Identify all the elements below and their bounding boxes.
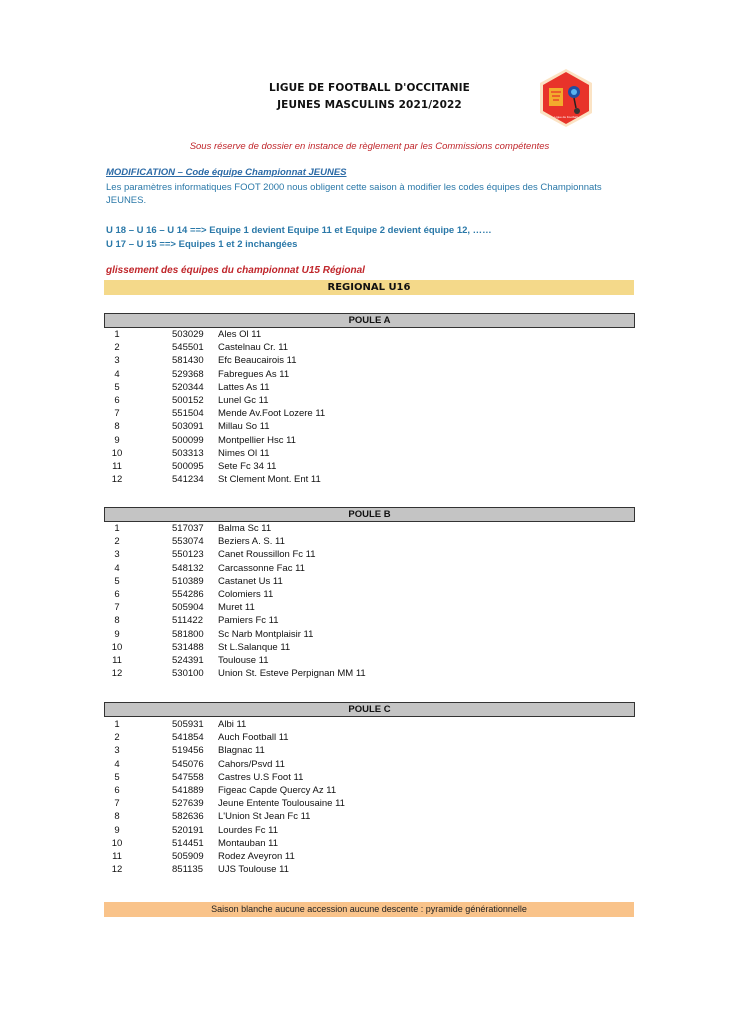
team-name: Montauban 11 [218,837,279,849]
team-rank: 6 [114,394,120,406]
team-rank: 12 [111,864,123,876]
team-name: Rodez Aveyron 11 [218,850,295,862]
team-code: 510389 [172,575,204,587]
team-code: 553074 [172,536,204,548]
team-code: 505931 [172,719,204,730]
poule-b-header: POULE B [104,507,635,522]
team-rank: 4 [114,758,120,770]
team-rank: 11 [112,460,122,472]
team-row [104,434,634,447]
team-code: 851135 [172,864,203,876]
team-row [104,394,634,407]
team-name: UJS Toulouse 11 [218,864,289,876]
team-name: Figeac Capde Quercy Az 11 [218,784,337,796]
team-row [104,654,634,667]
team-rank: 6 [114,784,120,796]
team-name: Ales Ol 11 [218,329,262,340]
team-rank: 11 [112,850,122,862]
team-rank: 7 [114,798,120,810]
team-name: Fabregues As 11 [218,368,290,380]
team-code: 581800 [172,628,204,640]
team-rank: 5 [114,575,120,587]
modification-title: MODIFICATION – Code équipe Championnat JEUNES [106,167,347,178]
team-rank: 2 [114,342,120,354]
team-code: 500095 [172,460,204,472]
team-code: 503091 [172,421,204,433]
team-row [104,614,634,627]
team-code: 519456 [172,745,204,757]
team-name: L'Union St Jean Fc 11 [218,811,311,823]
team-name: Canet Roussillon Fc 11 [218,549,316,561]
team-name: Castres U.S Foot 11 [218,771,304,783]
team-row [104,667,634,680]
team-rank: 2 [114,732,120,744]
disclaimer-text: Sous réserve de dossier en instance de règlement par les Commissions compétentes [189,141,550,152]
team-row [104,601,634,614]
season-note-banner: Saison blanche aucune accession aucune descente : pyramide générationnelle [104,902,634,917]
team-rank: 10 [111,447,123,459]
team-name: St Clement Mont. Ent 11 [218,474,321,486]
team-rank: 11 [112,654,122,666]
team-row [104,548,634,561]
team-row [104,810,634,823]
team-row [104,758,634,771]
team-name: Balma Sc 11 [218,523,272,534]
team-rank: 8 [114,811,120,823]
team-rank: 4 [114,562,120,574]
team-name: Sc Narb Montplaisir 11 [218,628,314,640]
team-code: 500152 [172,394,204,406]
modification-text: Les paramètres informatiques FOOT 2000 nous obligent cette saison à modifier les codes équipes des Championnats JEUNES. [106,182,602,206]
team-row [104,460,634,473]
svg-text:Ligue de Football: Ligue de Football [554,115,578,119]
team-code: 551504 [172,408,204,420]
team-code: 554286 [172,588,204,600]
team-name: Millau So 11 [218,421,270,433]
team-row [104,588,634,601]
team-row [104,341,634,354]
team-name: Auch Football 11 [218,732,289,744]
team-name: Nimes Ol 11 [218,447,270,459]
code-rule: U 17 – U 15 ==> Equipes 1 et 2 inchangées [106,239,298,250]
team-code: 503313 [172,447,204,459]
team-code: 581430 [172,355,204,367]
team-rank: 10 [111,837,123,849]
team-row [104,368,634,381]
team-row [104,407,634,420]
team-rank: 6 [114,588,120,600]
team-rank: 8 [114,615,120,627]
team-name: Efc Beaucairois 11 [218,355,297,367]
team-name: Montpellier Hsc 11 [218,434,296,446]
team-name: Toulouse 11 [218,654,269,666]
team-code: 530100 [172,668,204,680]
team-code: 541889 [172,784,204,796]
team-code: 545076 [172,758,204,770]
team-code: 505904 [172,602,204,614]
team-name: Castelnau Cr. 11 [218,342,289,354]
team-code: 550123 [172,549,204,561]
team-rank: 7 [114,602,120,614]
poule-b-team-list [104,522,634,680]
team-rank: 1 [114,719,120,730]
team-rank: 10 [111,641,123,653]
team-row [104,522,634,535]
team-row [104,641,634,654]
poule-a-header: POULE A [104,313,635,328]
team-rank: 9 [114,628,120,640]
team-name: Carcassonne Fac 11 [218,562,305,574]
team-rank: 5 [114,771,120,783]
team-name: Castanet Us 11 [218,575,283,587]
team-name: Lattes As 11 [218,381,270,393]
team-name: Cahors/Psvd 11 [218,758,285,770]
team-row [104,771,634,784]
team-row [104,837,634,850]
team-row [104,784,634,797]
team-name: Union St. Esteve Perpignan MM 11 [218,668,366,680]
sliding-note: glissement des équipes du championnat U15 Régional [106,265,365,276]
document-subtitle: JEUNES MASCULINS 2021/2022 [277,99,462,111]
team-rank: 1 [114,523,120,534]
team-code: 541234 [172,474,204,486]
team-code: 517037 [172,523,204,534]
team-rank: 12 [111,668,123,680]
team-row [104,575,634,588]
team-code: 503029 [172,329,204,340]
team-rank: 3 [114,355,120,367]
occitanie-league-badge-icon [538,68,594,128]
team-row [104,535,634,548]
team-name: Lourdes Fc 11 [218,824,279,836]
code-rule: U 18 – U 16 – U 14 ==> Equipe 1 devient Equipe 11 et Equipe 2 devient équipe 12, …… [106,225,492,236]
team-name: Albi 11 [218,719,247,730]
team-code: 500099 [172,434,204,446]
team-code: 582636 [172,811,204,823]
team-row [104,447,634,460]
team-code: 520191 [172,824,204,836]
team-code: 545501 [172,342,204,354]
team-code: 511422 [172,615,203,627]
team-name: Beziers A. S. 11 [218,536,285,548]
team-rank: 4 [114,368,120,380]
team-rank: 9 [114,434,120,446]
team-rank: 3 [114,549,120,561]
team-name: Colomiers 11 [218,588,274,600]
team-name: Muret 11 [218,602,255,614]
team-row [104,824,634,837]
team-name: St L.Salanque 11 [218,641,291,653]
team-row [104,381,634,394]
team-rank: 12 [111,474,123,486]
team-name: Lunel Gc 11 [218,394,269,406]
team-row [104,562,634,575]
team-code: 505909 [172,850,204,862]
poule-a-team-list [104,328,634,486]
team-name: Mende Av.Foot Lozere 11 [218,408,326,420]
team-rank: 7 [114,408,120,420]
team-rank: 3 [114,745,120,757]
team-row [104,744,634,757]
team-name: Jeune Entente Toulousaine 11 [218,798,345,810]
team-row [104,718,634,731]
team-code: 527639 [172,798,204,810]
team-name: Pamiers Fc 11 [218,615,279,627]
team-row [104,328,634,341]
team-rank: 1 [114,329,120,340]
team-rank: 8 [114,421,120,433]
team-rank: 9 [114,824,120,836]
team-code: 514451 [172,837,204,849]
team-row [104,628,634,641]
poule-c-team-list [104,718,634,876]
team-code: 531488 [172,641,204,653]
team-code: 520344 [172,381,204,393]
team-name: Blagnac 11 [218,745,265,757]
team-name: Sete Fc 34 11 [218,460,277,472]
team-code: 541854 [172,732,204,744]
document-title: LIGUE DE FOOTBALL D'OCCITANIE [269,82,470,94]
team-row [104,731,634,744]
team-code: 524391 [172,654,204,666]
team-code: 529368 [172,368,204,380]
team-rank: 2 [114,536,120,548]
team-code: 547558 [172,771,204,783]
championship-banner: REGIONAL U16 [104,280,634,295]
team-row [104,354,634,367]
team-rank: 5 [114,381,120,393]
team-row [104,863,634,876]
team-row [104,420,634,433]
team-code: 548132 [172,562,204,574]
team-row [104,473,634,486]
team-row [104,797,634,810]
poule-c-header: POULE C [104,702,635,717]
team-row [104,850,634,863]
